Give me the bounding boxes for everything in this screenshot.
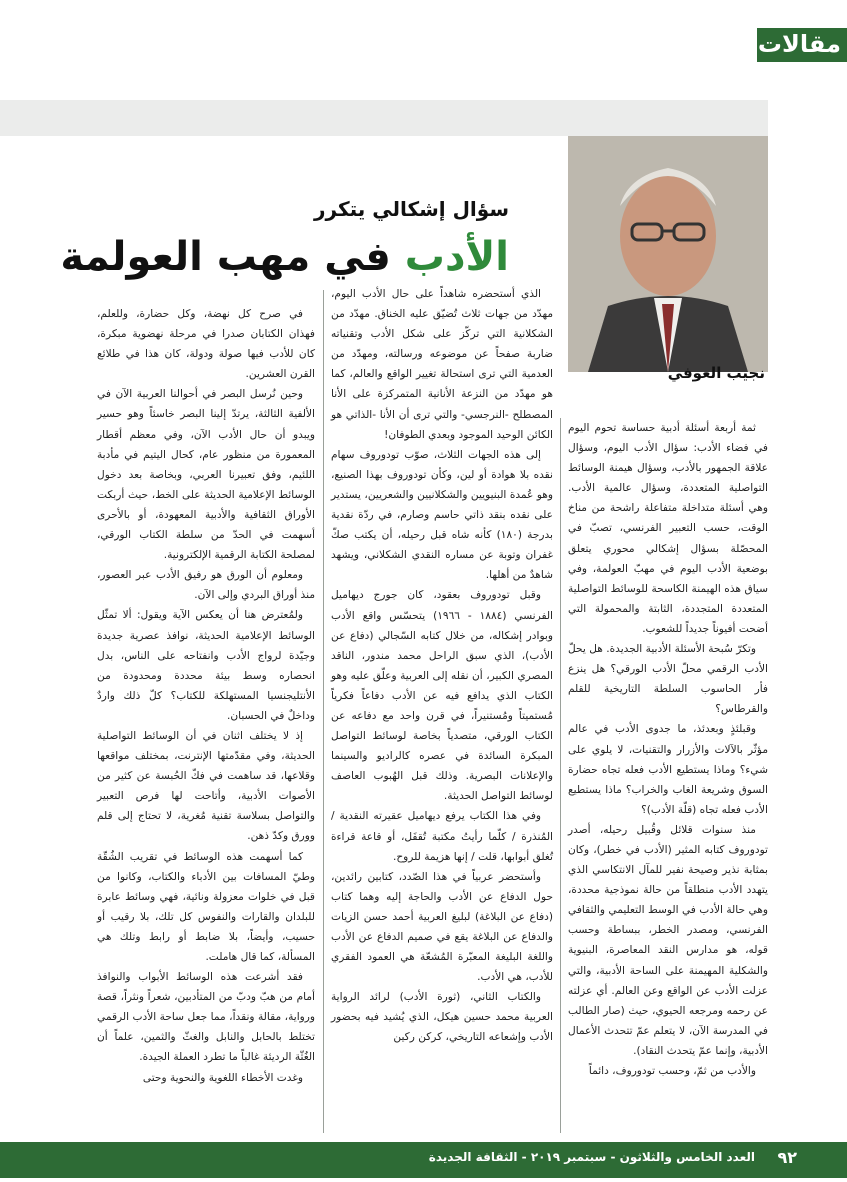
paragraph: وغدت الأخطاء اللغوية والنحوية وحتى (142, 1071, 303, 1084)
article-title (60, 234, 509, 280)
paragraph: وقبلئذٍ وبعدئذ، ما جدوى الأدب في عالم مؤثّر بالآلات والأزرار والتقنيات، لا يلوي على شيء؟ وماذا يستطيع الأدب فعله تجاه حضارة السوق وشريعة الغاب والخراب؟ ماذا يستطيع الأدب فعله تجاه (قلّة الأدب)؟ (568, 723, 768, 816)
section-label: مقالات (757, 30, 841, 58)
paragraph: إذ لا يختلف اثنان في أن الوسائط التواصلية الحديثة، وفي مقدّمتها الإنترنت، بمختلف مواقعها وقلاعها، قد ساهمت في فكّ الحُبسة عن كثير من الأصوات الأدبية، وأتاحت لها فرص التعبير والتواصل بسلاسة تقنية مُغرية، لا تحتاج إلى قلم وورق وكدّ ذهن. (97, 729, 315, 843)
paragraph: إلى هذه الجهات الثلاث، صوّب تودوروف سهام نقده بلا هوادة أو لين، وكأن تودوروف بهذا الصنيع، وهو عُمدة البنيويين والشكلانيين والشعريين، يستدير على نقده بنقد ذاتي حاسم وصارم، في ردّة نقدية بدرجة (١٨٠) كأنه شاه قبل رحيله، أن يكتب صكّ غفران وتوبة عن مساره النقدي الشكلاني، ويشهد شاهدٌ من أهلها. (331, 448, 553, 582)
paragraph: وتكرّ سُبحة الأسئلة الأدبية الجديدة. هل يحلّ الأدب الرقمي محلّ الأدب الورقي؟ هل ينزع فأر الحاسوب السلطة التاريخية للقلم والقرطاس؟ (568, 643, 768, 716)
column-divider (323, 290, 324, 1133)
section-header-tab (757, 28, 847, 62)
title-rest: في مهب العولمة (60, 234, 405, 280)
paragraph: فقد أشرعت هذه الوسائط الأبواب والنوافذ أمام من هبّ ودبّ من المتأدبين، شعراً ونثراً، قصة ورواية، مقالة ونقداً، مما جعل ساحة الأدب الرقمي تختلط بالحابل والنابل والغثّ والثمين، علماً أن الغُثّة الرديئة غالباً ما تطرد العملة الجيدة. (97, 971, 315, 1064)
paragraph: وحين نُرسل البصر في أحوالنا العربية الآن في الألفية الثالثة، يرتدّ إلينا البصر خاسئاً وهو حسير ويبدو أن حال الأدب الآن، وفي معظم أقطار المعمورة من منظور عام، كحال اليتيم في مأدبة اللئيم، وفق تعبيرنا العربي، وبخاصة بعد دخول الوسائط الإعلامية الحديثة على الخط، حيث أربكت الأوراق الثقافية والأدبية المعهودة، أو بالأحرى أسهمت في الحدّ من سلطة الكتاب الورقي، لمصلحة الكتابة الرقمية الإلكترونية. (97, 388, 315, 562)
paragraph: في صرح كل نهضة، وكل حضارة، وللعلم، فهذان الكتابان صدرا في مرحلة نهضوية مبكرة، كان للأدب فيها صولة ودولة، كان هذا في طلائع القرن العشرين. (97, 308, 315, 381)
paragraph: منذ سنوات قلائل وقُبيل رحيله، أصدر تودوروف كتابه المثير (الأدب في خطر)، وكان بمثابة نذير وصيحة نفير للمآل الانتكاسي الذي يتهدد الأدب منطلقاً من حالة نموذجية محددة، وهي حالة الأدب في الوسط التعليمي والثقافي الفرنسي، ومصدر الخطر، ببساطة وحسب قوله، هو مدارس النقد المعاصرة، البنيوية والشكلية المهيمنة على الساحة الأدبية، والتي عزلت الأدب عن الواقع وعن العالم. أي عزلته عن رحمه ومرجعه الحيوي، حيث (صار الطالب في المدرسة الآن، لا يتعلم عمّ تتحدث الأعمال الأدبية، وإنما عمّ يتحدث النقاد). (568, 823, 768, 1057)
paragraph: ومعلوم أن الورق هو رفيق الأدب عبر العصور، منذ أوراق البردي وإلى الآن. (97, 569, 315, 602)
article-subtitle: سؤال إشكالي يتكرر (313, 197, 509, 221)
paragraph: كما أسهمت هذه الوسائط في تقريب الشُقّة وطيّ المسافات بين الأدباء والكتاب، وكانوا من قبل في خلوات معزولة ونائية، فهي وسائط عابرة للبلدان والقارات والنفوس كل تلك، بلا رقيب أو حسيب، وأيضاً، بلا ضابط أو رابط وتلك هي المسألة، كما قال هاملت. (97, 850, 315, 963)
paragraph: والأدب من ثمّ، وحسب تودوروف، دائماً (588, 1065, 756, 1077)
header-band (0, 100, 768, 136)
article-column-3 (97, 304, 315, 1088)
paragraph: والكتاب الثاني، (ثورة الأدب) لرائد الرواية العربية محمد حسين هيكل، الذي يُشيد فيه بحضور الأدب وإشعاعه التاريخي، كركن ركين (331, 991, 553, 1044)
article-column-2 (331, 284, 553, 1048)
page-number: ٩٢ (777, 1148, 797, 1167)
paragraph: وقبل تودوروف بعقود، كان جورج ديهاميل الفرنسي (١٨٨٤ - ١٩٦٦) يتحسّس واقع الأدب وبوادر إشكاله، من خلال كتابه السّجالي (دفاع عن الأدب)، الذي سبق الراحل محمد مندور، الناقد المصري الكبير، أن نقله إلى العربية وعلّق عليه وهو الكتاب الذي يدافع فيه عن الأدب دفاعاً فكرياً مُستميتاً ومُستنيراً، في قرن واحد مع دفاعه عن الكتاب الورقي، متصدياً بخاصة لوسائط التواصل المبكرة السائدة في عصره كالراديو والسينما والإعلانات البصرية. وذلك قبل الهُبوب العاصف لوسائط التواصل الحديثة. (331, 589, 553, 803)
author-name: نجيب العوفي (667, 364, 765, 382)
title-highlight: الأدب (404, 234, 509, 280)
paragraph: وأستحضر عربياً في هذا الصّدد، كتابين رائدين، حول الدفاع عن الأدب والحاجة إليه وهما كتاب (دفاع عن البلاغة) لبليغ العربية أحمد حسن الزيات والدفاع عن البلاغة يقع في صميم الدفاع عن الأدب واللغة البليغة المعبّرة المُشعّة هي العمود الفقري للأدب، هي الأدب. (331, 870, 553, 984)
paragraph: الذي أستحضره شاهداً على حال الأدب اليوم، مهدّد من جهات ثلاث تُضيّق عليه الخناق. مهدّد من الشكلانية التي تركّز على شكل الأدب وتقنياته ضاربة صفحاً عن موضوعه ورسالته، ومهدّد من العدمية التي ترى استحالة تغيير الواقع والعالم، كما هو مهدّد من النزعة الأنانية المتمركزة على الأنا المصطلح -النرجسي- والتي ترى أن الأنا -الذاتي هو الكائن الوحيد الموجود وبعدي الطوفان! (331, 288, 553, 441)
paragraph: ولمُعترض هنا أن يعكس الآية ويقول: ألا تمثّل الوسائط الإعلامية الحديثة، نوافذ عصرية جديدة وجيّدة لرواج الأدب وانفتاحه على الناس، بدل انحصاره وسط بيئة محددة ومحدودة من الأنتليجنسيا المستهلكة للكتاب؟ كلّ ذلك واردٌ وداخلٌ في الحسبان. (97, 609, 315, 722)
column-divider (560, 418, 561, 1133)
author-photo (568, 136, 768, 372)
footer-issue-text: العدد الخامس والثلاثون - سبتمبر ٢٠١٩ - الثقافة الجديدة (428, 1150, 755, 1164)
paragraph: ثمة أربعة أسئلة أدبية حساسة تحوم اليوم في فضاء الأدب: سؤال الأدب اليوم، وسؤال علاقة الجمهور بالأدب، وسؤال هيمنة الوسائط التواصلية المتعددة، وسؤال عالمية الأدب. وهي أسئلة متداخلة متفاعلة راشحة من مناخ الوقت، حسب التعبير الفرنسي، تصبّ في المحصّلة بسؤال إشكالي محوري يتعلق بوضعية الأدب اليوم في مهبّ العولمة، وفي سياق هذه الهيمنة الكاسحة للوسائط التواصلية المتعددة المتجددة، الثابتة والمحمولة التي أضحت أفيوناً جديداً للشعوب. (568, 422, 768, 635)
article-column-1 (568, 418, 768, 1081)
paragraph: وفي هذا الكتاب يرفع ديهاميل عقيرته النقدية / المُنذرة / كلّما رأيتُ مكتبة تُقفَل، أو قاعة قراءة تُغلق أبوابها، قلت / إنها هزيمة للروح. (331, 810, 553, 863)
